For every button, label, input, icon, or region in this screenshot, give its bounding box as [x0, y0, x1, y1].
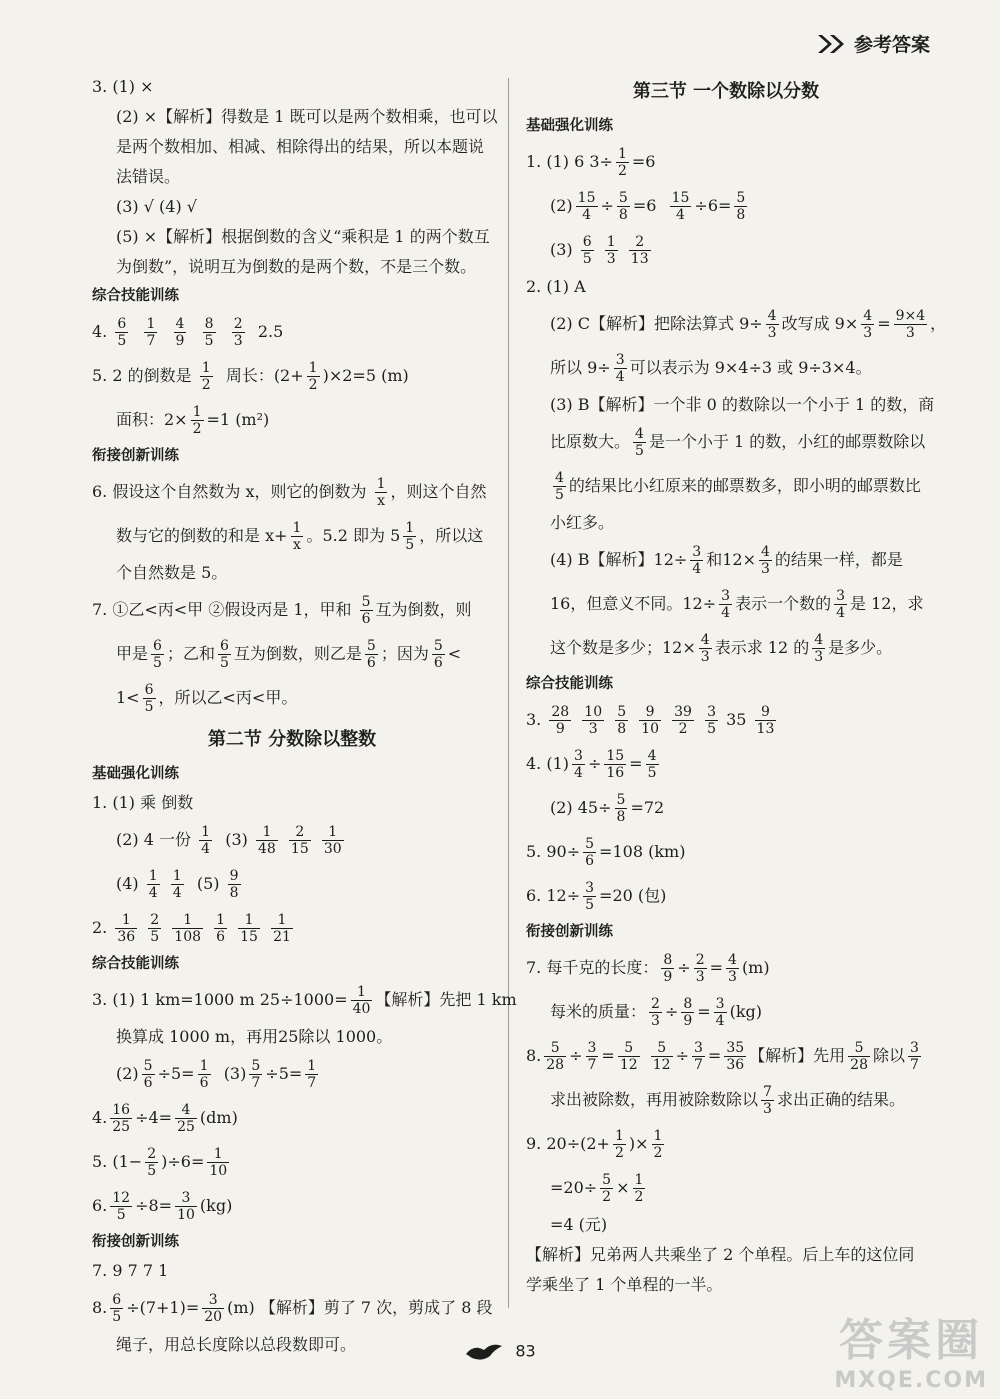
answer-line	[92, 818, 492, 862]
answer-line	[526, 990, 926, 1034]
answer-line: (3) B【解析】一个非 0 的数除以一个小于 1 的数，商	[550, 395, 935, 414]
fraction: $\frac{5}{8}$	[616, 792, 626, 825]
answer-text: 比原数大。	[550, 432, 631, 451]
fraction: $\frac{1}{4}$	[172, 868, 182, 901]
answer-line	[526, 874, 926, 918]
answer-line: 1. (1) 乘 倒数	[92, 793, 194, 812]
answer-text: =108 (km)	[599, 842, 686, 861]
answer-text: 每米的质量：	[550, 1002, 647, 1021]
answer-text: ÷	[600, 196, 614, 215]
fraction: $\frac{3}{4}$	[715, 996, 725, 1029]
fraction: $\frac{2}{3}$	[695, 952, 705, 985]
answer-line: (5) ×【解析】根据倒数的含义“乘积是 1 的两个数互	[116, 227, 490, 246]
answer-line	[92, 514, 492, 558]
fraction: $\frac{15}{4}$	[671, 190, 690, 223]
answer-line	[92, 588, 492, 632]
fraction: $\frac{8}{5}$	[204, 316, 214, 349]
page-header	[816, 30, 930, 57]
fraction: $\frac{1}{6}$	[216, 912, 226, 945]
answer-text: 这个数是多少；12×	[550, 638, 696, 657]
bird-logo-icon	[464, 1340, 504, 1364]
answer-line	[526, 946, 926, 990]
answer-text: 求出正确的结果。	[776, 1090, 905, 1109]
answer-line: 个自然数是 5。	[116, 563, 228, 582]
answer-line	[526, 1078, 926, 1122]
header-title: 参考答案	[853, 34, 930, 56]
answer-text: =	[709, 958, 724, 977]
fraction: $\frac{5}{6}$	[143, 1058, 153, 1091]
answer-text: ，	[930, 314, 947, 333]
answer-text: 5. 90÷	[526, 842, 581, 861]
answer-text: 面积：2×	[116, 410, 188, 429]
answer-text: 的结果比小红原来的邮票数多，即小明的邮票数比	[568, 476, 921, 495]
answer-line	[526, 1034, 926, 1078]
answer-text: =20÷	[550, 1178, 598, 1197]
answer-line	[526, 830, 926, 874]
answer-text: 。5.2 即为 5	[306, 526, 401, 545]
answer-line: 绳子，用总长度除以总段数即可。	[116, 1335, 357, 1354]
answer-line: 为倒数”，说明互为倒数的是两个数，不是三个数。	[116, 257, 477, 276]
answer-text: )×	[628, 1134, 649, 1153]
fraction: $\frac{5}{8}$	[617, 704, 627, 737]
answer-text: 16，但意义不同。12÷	[550, 594, 717, 613]
answer-text: 3. (1) 1 km=1000 m 25÷1000=	[92, 990, 348, 1009]
answer-text: (kg)	[729, 1002, 763, 1021]
fraction: $\frac{2}{5}$	[150, 912, 160, 945]
section-title: 第二节 分数除以整数	[207, 729, 377, 750]
answer-text: (4) B【解析】12÷	[550, 550, 688, 569]
answer-text: 9. 20÷(2+	[526, 1134, 610, 1153]
fraction: $\frac{2}{13}$	[630, 234, 649, 267]
answer-text: =6	[632, 196, 657, 215]
answer-text: (kg)	[199, 1196, 233, 1215]
answer-line	[92, 470, 492, 514]
answer-text: (dm)	[199, 1108, 238, 1127]
answer-text: )×2=5 (m)	[322, 366, 409, 385]
answer-text: 1. (1) 6 3÷	[526, 152, 613, 171]
fraction: $\frac{39}{2}$	[674, 704, 692, 737]
fraction: $\frac{4}{5}$	[635, 426, 644, 459]
answer-text: 6. 假设这个自然数为 x，则它的倒数为	[92, 482, 367, 501]
answer-text: ÷	[675, 1046, 689, 1065]
fraction: $\frac{6}{5}$	[582, 234, 592, 267]
answer-text: =	[707, 1046, 722, 1065]
answer-text: 可以表示为 9×4÷3 或 9÷3×4。	[629, 358, 872, 377]
fraction: $\frac{3}{7}$	[910, 1040, 919, 1073]
answer-line	[526, 302, 947, 346]
fraction: $\frac{4}{25}$	[177, 1102, 195, 1135]
question-number: 4.	[92, 322, 108, 341]
answer-text: 改写成 9×	[781, 314, 859, 333]
fraction: $\frac{3}{4}$	[574, 748, 583, 781]
fraction: $\frac{5}{8}$	[618, 190, 628, 223]
answer-text: (m) 【解析】剪了 7 次，剪成了 8 段	[227, 1298, 493, 1317]
left-column	[92, 72, 517, 1360]
answer-line	[92, 978, 517, 1022]
fraction: $\frac{1}{4}$	[201, 824, 211, 857]
fraction: $\frac{1}{40}$	[352, 984, 371, 1017]
answer-text: =72	[630, 798, 665, 817]
answer-text: =	[877, 314, 891, 333]
fraction: $\frac{1}{48}$	[257, 824, 276, 857]
fraction: $\frac{3}{4}$	[836, 588, 845, 621]
answer-text: =	[697, 1002, 711, 1021]
answer-text: (3)	[225, 830, 248, 849]
section-heading: 基础强化训练	[526, 118, 613, 134]
fraction: $\frac{6}{5}$	[219, 638, 229, 671]
answer-line	[92, 1052, 492, 1096]
fraction: $\frac{15}{16}$	[606, 748, 625, 781]
fraction: $\frac{4}{5}$	[647, 748, 657, 781]
answer-line: 是两个数相加、相减、相除得出的结果，所以本题说	[116, 137, 485, 156]
fraction: $\frac{4}{3}$	[814, 632, 824, 665]
fraction: $\frac{1}{6}$	[199, 1058, 209, 1091]
answer-line: 小红多。	[550, 513, 615, 532]
fraction: $\frac{1}{4}$	[148, 868, 158, 901]
answer-text: (4)	[116, 874, 139, 893]
answer-text: (m)	[741, 958, 770, 977]
fraction: $\frac{28}{9}$	[551, 704, 570, 737]
answer-line	[526, 538, 926, 582]
fraction: $\frac{1}{2}$	[614, 1128, 624, 1161]
column-divider	[508, 78, 509, 1308]
fraction: $\frac{3}{20}$	[204, 1292, 223, 1325]
answer-line	[92, 398, 492, 442]
answer-text: 周长：(2+	[225, 366, 304, 385]
answer-text: 4. (1)	[526, 754, 570, 773]
fraction: $\frac{1}{7}$	[307, 1058, 317, 1091]
fraction: $\frac{6}{5}$	[153, 638, 162, 671]
fraction: $\frac{5}{6}$	[433, 638, 443, 671]
answer-line: 2. (1) A	[526, 277, 586, 296]
watermark-text: 答案圈	[839, 1315, 984, 1366]
section-heading: 衔接创新训练	[92, 448, 179, 464]
answer-text: ÷6=	[694, 196, 732, 215]
answer-text: ÷	[587, 754, 602, 773]
fraction: $\frac{1}{36}$	[117, 912, 136, 945]
fraction: $\frac{5}{2}$	[602, 1172, 612, 1205]
answer-text: (2) 4 一份	[116, 830, 192, 849]
fraction: $\frac{3}{10}$	[177, 1190, 195, 1223]
answer-text: =	[601, 1046, 615, 1065]
fraction: $\frac{1}{2}$	[308, 360, 318, 393]
answer-text: =20 (包)	[599, 886, 667, 905]
section-heading: 衔接创新训练	[526, 924, 613, 940]
fraction: $\frac{4}{3}$	[767, 308, 777, 341]
answer-line	[526, 184, 926, 228]
answer-line	[526, 742, 926, 786]
fraction: $\frac{1}{x}$	[292, 520, 302, 553]
fraction: $\frac{7}{3}$	[763, 1084, 772, 1117]
answer-line	[92, 1096, 492, 1140]
answer-line	[526, 228, 926, 272]
question-number: 8.	[92, 1298, 108, 1317]
answer-text: 除以	[872, 1046, 905, 1065]
fraction: $\frac{9}{10}$	[641, 704, 660, 737]
answer-text: 数与它的倒数的和是 x+	[116, 526, 288, 545]
answer-text: ÷4=	[135, 1108, 173, 1127]
fraction: $\frac{3}{4}$	[692, 544, 702, 577]
watermark	[834, 1304, 988, 1393]
fraction: $\frac{1}{21}$	[273, 912, 291, 945]
fraction: $\frac{6}{5}$	[117, 316, 127, 349]
fraction: $\frac{5}{6}$	[361, 594, 371, 627]
fraction: $\frac{9}{8}$	[229, 868, 239, 901]
answer-text: 7. 每千克的长度：	[526, 958, 659, 977]
answer-text: 互为倒数，则乙是	[233, 644, 362, 663]
value-text: 2.5	[257, 322, 284, 341]
fraction: $\frac{1}{15}$	[240, 912, 258, 945]
section-heading: 综合技能训练	[526, 676, 613, 692]
answer-line	[92, 1286, 492, 1330]
fraction: $\frac{3}{4}$	[615, 352, 625, 385]
fraction: $\frac{6}{5}$	[112, 1292, 122, 1325]
answer-text: 表示一个数的	[735, 594, 832, 613]
answer-text: 5. 2 的倒数是	[92, 366, 192, 385]
section-heading: 衔接创新训练	[92, 1234, 179, 1250]
fraction: $\frac{4}{5}$	[555, 470, 564, 503]
answer-text: =1 (m²)	[206, 410, 270, 429]
question-number: 8.	[526, 1046, 542, 1065]
answer-line	[526, 420, 926, 464]
fraction: $\frac{12}{5}$	[112, 1190, 131, 1223]
answer-text: (2) 45÷	[550, 798, 612, 817]
fraction: $\frac{2}{3}$	[233, 316, 243, 349]
value-text: 35	[726, 710, 747, 729]
fraction: $\frac{1}{30}$	[323, 824, 342, 857]
answer-text: 和12×	[706, 550, 756, 569]
fraction: $\frac{1}{10}$	[209, 1146, 228, 1179]
fraction: $\frac{35}{36}$	[726, 1040, 745, 1073]
answer-text: 表示求 12 的	[714, 638, 810, 657]
question-number: 3.	[526, 710, 542, 729]
answer-text: ÷	[664, 1002, 679, 1021]
watermark-url: MXQE.COM	[834, 1368, 988, 1393]
answer-text: ÷	[569, 1046, 583, 1065]
fraction: $\frac{3}{7}$	[693, 1040, 703, 1073]
answer-text: 是一个小于 1 的数，小红的邮票数除以	[648, 432, 926, 451]
fraction: $\frac{1}{108}$	[174, 912, 202, 945]
answer-line	[526, 1166, 926, 1210]
fraction: $\frac{5}{7}$	[251, 1058, 261, 1091]
fraction: $\frac{1}{7}$	[146, 316, 156, 349]
answer-line	[526, 464, 926, 508]
answer-text: ÷5=	[265, 1064, 303, 1083]
answer-text: 所以 9÷	[550, 358, 611, 377]
fraction: $\frac{5}{6}$	[585, 836, 595, 869]
answer-line: =4 (元)	[550, 1215, 608, 1234]
answer-line	[92, 632, 492, 676]
answer-line	[526, 698, 926, 742]
answer-line	[526, 786, 926, 830]
answer-line	[526, 346, 926, 390]
fraction: $\frac{1}{2}$	[201, 360, 211, 393]
fraction: $\frac{1}{2}$	[653, 1128, 663, 1161]
answer-text: (3)	[223, 1064, 247, 1083]
answer-text: ，所以这	[419, 526, 484, 545]
answer-line: 【解析】兄弟两人共乘坐了 2 个单程。后上车的这位同	[526, 1245, 915, 1264]
answer-text: 【解析】先用	[749, 1046, 846, 1065]
fraction: $\frac{2}{3}$	[651, 996, 660, 1029]
answer-text: ÷(7+1)=	[126, 1298, 200, 1317]
question-number: 6.	[92, 1196, 108, 1215]
answer-line	[92, 862, 492, 906]
fraction: $\frac{9}{13}$	[756, 704, 775, 737]
answer-text: =	[629, 754, 643, 773]
answer-line	[92, 1184, 492, 1228]
fraction: $\frac{6}{5}$	[144, 682, 154, 715]
fraction: $\frac{2}{5}$	[147, 1146, 157, 1179]
answer-line: 换算成 1000 m，再用25除以 1000。	[116, 1027, 393, 1046]
answer-line	[526, 626, 926, 670]
answer-text: (2)	[550, 196, 573, 215]
fraction: $\frac{4}{3}$	[728, 952, 737, 985]
answer-text: 互为倒数，则	[375, 600, 472, 619]
answer-line: (2) ×【解析】得数是 1 既可以是两个数相乘，也可以	[116, 107, 498, 126]
answer-line	[526, 582, 926, 626]
answer-text: 求出被除数，再用被除数除以	[550, 1090, 759, 1109]
fraction: $\frac{15}{4}$	[577, 190, 596, 223]
fraction: $\frac{2}{15}$	[290, 824, 309, 857]
question-number: 2.	[92, 918, 108, 937]
fraction: $\frac{4}{3}$	[700, 632, 710, 665]
answer-text: ÷	[677, 958, 691, 977]
double-chevron-icon	[816, 33, 848, 55]
answer-text: 6. 12÷	[526, 886, 581, 905]
fraction: $\frac{1}{5}$	[405, 520, 415, 553]
answer-line: 7. 9 7 7 1	[92, 1261, 169, 1280]
fraction: $\frac{8}{9}$	[663, 952, 673, 985]
question-number: 4.	[92, 1108, 108, 1127]
answer-text: =6	[631, 152, 656, 171]
fraction: $\frac{1}{2}$	[192, 404, 202, 437]
answer-text: 7. ①乙<丙<甲 ②假设丙是 1，甲和	[92, 600, 352, 619]
fraction: $\frac{5}{12}$	[652, 1040, 671, 1073]
fraction: $\frac{5}{6}$	[366, 638, 376, 671]
answer-text: ÷5=	[157, 1064, 195, 1083]
section-heading: 基础强化训练	[92, 766, 179, 782]
answer-line: 3. (1) ×	[92, 77, 154, 96]
answer-text: )÷6=	[161, 1152, 205, 1171]
answer-text: 是 12，求	[850, 594, 924, 613]
answer-text: 【解析】先把 1 km	[375, 990, 517, 1009]
answer-text: ，则这个自然	[390, 482, 487, 501]
fraction: $\frac{1}{3}$	[606, 234, 616, 267]
answer-line	[92, 310, 492, 354]
fraction: $\frac{4}{3}$	[863, 308, 873, 341]
answer-line	[526, 140, 926, 184]
answer-text: ×	[616, 1178, 630, 1197]
answer-text: (5)	[196, 874, 220, 893]
page-number: 83	[515, 1341, 536, 1361]
fraction: $\frac{3}{5}$	[585, 880, 595, 913]
fraction: $\frac{10}{3}$	[584, 704, 603, 737]
answer-line	[92, 354, 492, 398]
answer-line	[92, 906, 492, 950]
answer-line: 学乘坐了 1 个单程的一半。	[526, 1275, 723, 1294]
fraction: $\frac{3}{5}$	[707, 704, 716, 737]
fraction: $\frac{1}{x}$	[376, 476, 386, 509]
fraction: $\frac{3}{4}$	[721, 588, 731, 621]
fraction: $\frac{9\times 4}{3}$	[895, 308, 926, 341]
fraction: $\frac{3}{7}$	[587, 1040, 597, 1073]
fraction: $\frac{4}{3}$	[760, 544, 770, 577]
fraction: $\frac{8}{9}$	[683, 996, 693, 1029]
fraction: $\frac{5}{8}$	[736, 190, 746, 223]
answer-text: ÷8=	[135, 1196, 173, 1215]
answer-text: ；乙和	[166, 644, 215, 663]
fraction: $\frac{5}{12}$	[619, 1040, 638, 1073]
answer-text: <	[447, 644, 462, 663]
answer-text: (2)	[116, 1064, 139, 1083]
answer-text: (2) C【解析】把除法算式 9÷	[550, 314, 763, 333]
fraction: $\frac{5}{28}$	[546, 1040, 565, 1073]
answer-text: 是多少。	[828, 638, 893, 657]
answer-text: 5. (1−	[92, 1152, 143, 1171]
answer-text: ；因为	[380, 644, 429, 663]
answer-line: (3) √ (4) √	[116, 197, 197, 216]
answer-text: (3)	[550, 240, 573, 259]
answer-text: 1<	[116, 688, 140, 707]
answer-text: ，所以乙<丙<甲。	[158, 688, 298, 707]
answer-line	[92, 1140, 492, 1184]
answer-text: 甲是	[116, 644, 149, 663]
fraction: $\frac{4}{9}$	[175, 316, 185, 349]
section-heading: 综合技能训练	[92, 288, 179, 304]
fraction: $\frac{1}{2}$	[634, 1172, 644, 1205]
section-heading: 综合技能训练	[92, 956, 179, 972]
answer-text: 的结果一样，都是	[774, 550, 903, 569]
answer-line	[92, 676, 492, 720]
fraction: $\frac{5}{28}$	[850, 1040, 868, 1073]
fraction: $\frac{1}{2}$	[617, 146, 627, 179]
section-title: 第三节 一个数除以分数	[632, 81, 820, 102]
answer-line	[526, 1122, 926, 1166]
answer-line: 法错误。	[116, 167, 181, 186]
fraction: $\frac{16}{25}$	[112, 1102, 131, 1135]
right-column	[526, 72, 947, 1300]
